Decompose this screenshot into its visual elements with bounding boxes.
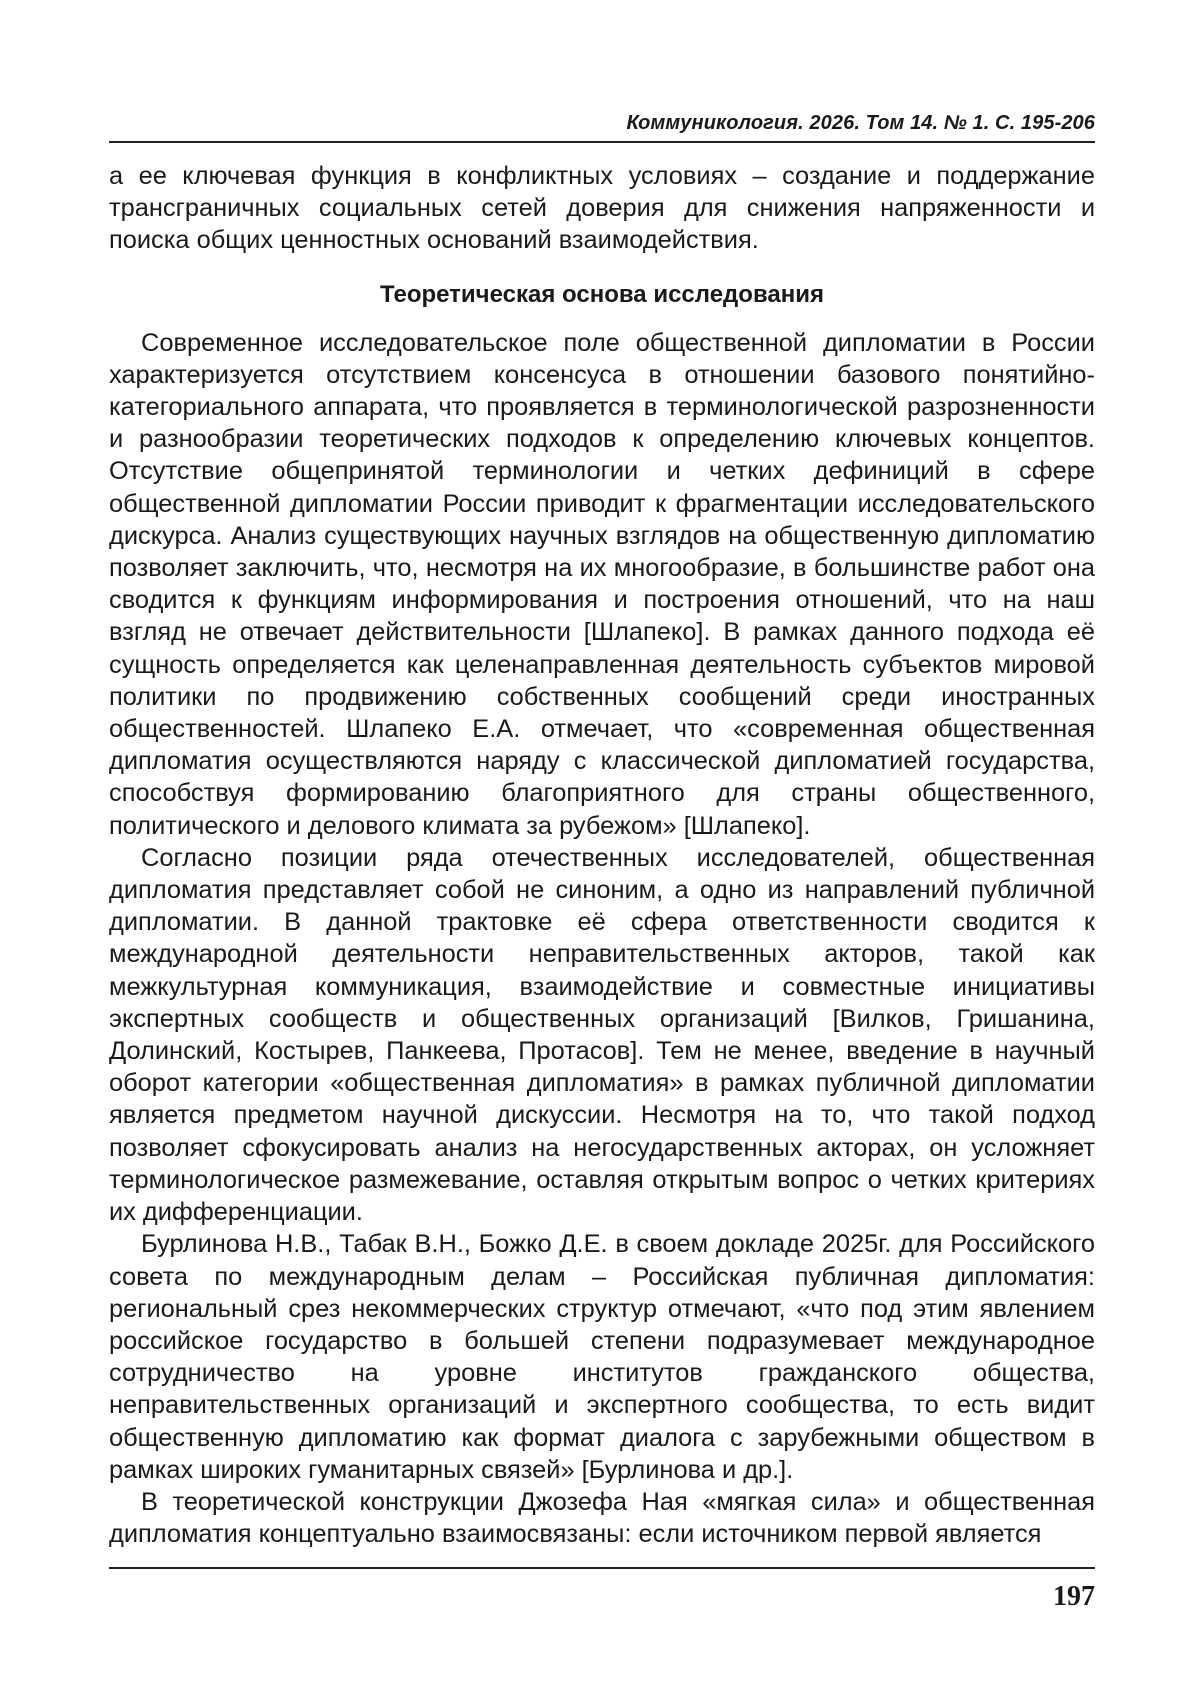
intro-paragraph: а ее ключевая функция в конфликтных условиях – создание и поддержание трансграничных социальных сетей доверия для снижения напряженности и поиска общих ценностных оснований взаимодействия. xyxy=(109,162,1095,255)
body-paragraph: Согласно позиции ряда отечественных исследователей, общественная дипломатия представляет собой не синоним, а одно из направлений публичной дипломатии. В данной трактовке её сфера ответственности сводится к международной деятельности неправительственных акторов, такой как межкультурная коммуникация, взаимодействие и совместные инициативы экспертных сообществ и общественных организаций [Вилков, Гришанина, Долинский, Костырев, Панкеева, Протасов]. Тем не менее, введение в научный оборот категории «общественная дипломатия» в рамках публичной дипломатии является предметом научной дискуссии. Несмотря на то, что такой подход позволяет сфокусировать анализ на негосударственных акторах, он усложняет терминологическое размежевание, оставляя открытым вопрос о четких критериях их дифференциации. xyxy=(109,843,1095,1227)
page-number: 197 xyxy=(1053,1581,1095,1612)
footer-divider xyxy=(109,1567,1095,1569)
body-paragraph: Современное исследовательское поле общественной дипломатии в России характеризуется отсутствием консенсуса в отношении базового понятийно-категориального аппарата, что проявляется в терминологической разрозненности и разнообразии теоретических подходов к определению ключевых концептов. Отсутствие общепринятой терминологии и четких дефиниций в сфере общественной дипломатии России приводит к фрагментации исследовательского дискурса. Анализ существующих научных взглядов на общественную дипломатию позволяет заключить, что, несмотря на их многообразие, в большинстве работ она сводится к функциям информирования и построения отношений, что на наш взгляд не отвечает действительности [Шлапеко]. В рамках данного подхода её сущность определяется как целенаправленная деятельность субъектов мировой политики по продвижению собственных сообщений среди иностранных общественностей. Шлапеко Е.А. отмечает, что «современная общественная дипломатия осуществляются наряду с классической дипломатией государства, способствуя формированию благоприятного для страны общественного, политического и делового климата за рубежом» [Шлапеко]. xyxy=(109,328,1095,840)
body-paragraph: Бурлинова Н.В., Табак В.Н., Божко Д.Е. в своем докладе 2025г. для Российского совета по международным делам – Российская публичная дипломатия: региональный срез некоммерческих структур отмечают, «что под этим явлением российское государство в большей степени подразумевает международное сотрудничество на уровне институтов гражданского общества, неправительственных организаций и экспертного сообщества, то есть видит общественную дипломатию как формат диалога с зарубежными обществом в рамках широких гуманитарных связей» [Бурлинова и др.]. xyxy=(109,1230,1095,1484)
header-divider xyxy=(109,141,1095,143)
body-paragraph: В теоретической конструкции Джозефа Ная «мягкая сила» и общественная дипломатия концептуально взаимосвязаны: если источником первой является xyxy=(109,1487,1095,1549)
running-header: Коммуникология. 2026. Том 14. № 1. С. 195-206 xyxy=(626,112,1095,134)
section-heading: Теоретическая основа исследования xyxy=(380,280,824,308)
article-body xyxy=(109,160,1095,1550)
